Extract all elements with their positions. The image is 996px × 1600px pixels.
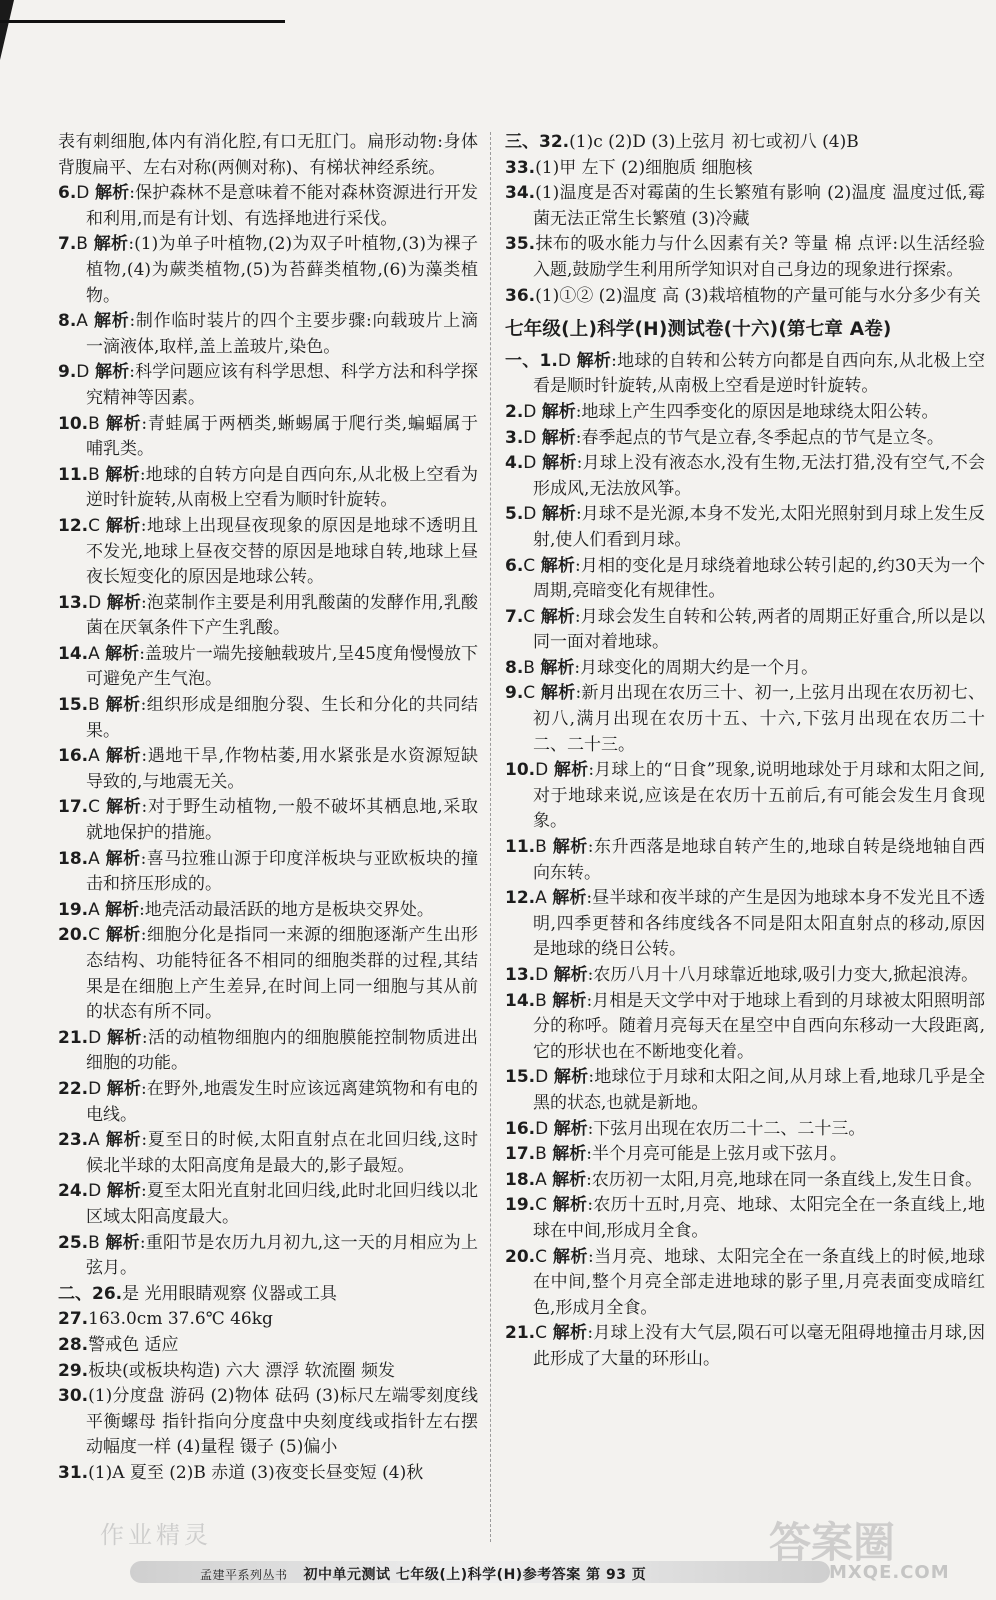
question-number: 19. bbox=[58, 899, 89, 920]
question-number: 三、32. bbox=[505, 132, 570, 152]
answer-entry bbox=[58, 1333, 478, 1359]
analysis-label: 解析 bbox=[553, 760, 589, 781]
answer-entry: 25.B 解析:重阳节是农历九月初九,这一天的月相应为上弦月。 bbox=[58, 1232, 478, 1279]
answer-entry: 16.D 解析:下弦月出现在农历二十二、二十三。 bbox=[505, 1118, 866, 1139]
answer-text: 青蛙属于两栖类,蜥蜴属于爬行类,蝙蝠属于哺乳类。 bbox=[86, 413, 479, 460]
question-number: 11. bbox=[58, 464, 89, 485]
answer-choice: B bbox=[535, 1144, 547, 1165]
answer-text: 163.0cm 37.6℃ 46kg bbox=[88, 1309, 273, 1330]
answer-entry: 13.D 解析:泡菜制作主要是利用乳酸菌的发酵作用,乳酸菌在厌氧条件下产生乳酸。 bbox=[58, 592, 478, 639]
question-number: 10. bbox=[58, 413, 89, 434]
answer-choice: A bbox=[88, 746, 100, 767]
answer-choice: D bbox=[523, 453, 537, 474]
question-number: 13. bbox=[58, 592, 89, 613]
question-number: 21. bbox=[505, 1323, 536, 1344]
answer-choice: C bbox=[535, 1323, 547, 1344]
answer-text: 细胞分化是指同一来源的细胞逐渐产生出形态结构、功能特征各不相同的细胞类群的过程,其结果是在细胞上产生差异,在时间上同一细胞与其从前的状态有所不同。 bbox=[86, 925, 479, 1023]
analysis-label: 解析 bbox=[541, 504, 576, 525]
answer-choice: D bbox=[557, 350, 571, 371]
answer-entry: 12.C 解析:地球上出现昼夜现象的原因是地球不透明且不发光,地球上昼夜交替的原因是地球自转,地球上昼夜长短变化的原因是地球公转。 bbox=[58, 515, 479, 588]
analysis-label: 解析 bbox=[105, 1232, 140, 1253]
answer-choice: D bbox=[88, 1027, 102, 1048]
answer-text: 保护森林不是意味着不能对森林资源进行开发和利用,而是有计划、有选择地进行采伐。 bbox=[86, 183, 479, 229]
answer-entry: 6.D 解析:保护森林不是意味着不能对森林资源进行开发和利用,而是有计划、有选择地进行采伐。 bbox=[58, 183, 479, 229]
analysis-label: 解析 bbox=[552, 990, 587, 1011]
answer-text: 农历初一太阳,月亮,地球在同一条直线上,发生日食。 bbox=[591, 1169, 983, 1190]
corner-wedge bbox=[0, 0, 14, 60]
question-number: 13. bbox=[505, 965, 536, 985]
answer-choice: D bbox=[535, 760, 549, 781]
question-number: 16. bbox=[505, 1118, 536, 1139]
right-column-bottom bbox=[505, 349, 985, 1373]
question-number: 28. bbox=[58, 1334, 89, 1355]
answer-text: 农历八月十八月球靠近地球,吸引力变大,掀起浪涛。 bbox=[593, 965, 979, 985]
answer-entry: 8.B 解析:月球变化的周期大约是一个月。 bbox=[505, 657, 819, 678]
answer-text: 月相的变化是月球绕着地球公转引起的,约30天为一个周期,亮暗变化有规律性。 bbox=[533, 555, 986, 602]
answer-text: 夏至日的时候,太阳直射点在北回归线,这时候北半球的太阳高度角是最大的,影子最短。 bbox=[86, 1130, 479, 1176]
question-number: 8. bbox=[505, 657, 524, 678]
right-column-top bbox=[505, 130, 985, 309]
question-number: 4. bbox=[505, 453, 524, 474]
analysis-label: 解析 bbox=[541, 401, 576, 422]
answer-text: 月相是天文学中对于地球上看到的月球被太阳照明部分的称呼。随着月亮每天在星空中自西向东移动一大段距离,它的形状也在不断地变化着。 bbox=[533, 990, 986, 1062]
answer-choice: D bbox=[76, 362, 90, 383]
answer-entry bbox=[505, 284, 985, 310]
answer-entry bbox=[505, 181, 985, 232]
watermark-url: MXQE.COM bbox=[829, 1562, 950, 1583]
answer-text: 地球上出现昼夜现象的原因是地球不透明且不发光,地球上昼夜交替的原因是地球自转,地球上昼夜长短变化的原因是地球公转。 bbox=[86, 515, 479, 588]
answer-text: 春季起点的节气是立春,冬季起点的节气是立冬。 bbox=[581, 427, 944, 448]
answer-choice: B bbox=[76, 234, 88, 255]
question-number: 23. bbox=[58, 1130, 89, 1151]
answer-entry: 17.C 解析:对于野生动植物,一般不破坏其栖息地,采取就地保护的措施。 bbox=[58, 797, 479, 844]
left-column bbox=[58, 130, 478, 1486]
question-number: 21. bbox=[58, 1027, 89, 1048]
answer-entry bbox=[505, 156, 985, 182]
answer-entry: 17.B 解析:半个月亮可能是上弦月或下弦月。 bbox=[505, 1144, 847, 1165]
answer-text: 昼半球和夜半球的产生是因为地球本身不发光且不透明,四季更替和各纬度线各不同是阳太阳直射点的移动,原因是地球的绕日公转。 bbox=[533, 888, 986, 960]
answer-choice: C bbox=[523, 683, 536, 704]
answer-entry: 10.D 解析:月球上的“日食”现象,说明地球处于月球和太阳之间,对于地球来说,应该是在农历十五前后,有可能会发生月食现象。 bbox=[505, 760, 985, 832]
answer-entry: 11.B 解析:地球的自转方向是自西向东,从北极上空看为逆时针旋转,从南极上空看为顺时针旋转。 bbox=[58, 464, 478, 511]
answer-choice: B bbox=[88, 695, 100, 716]
answer-entry: 18.A 解析:喜马拉雅山源于印度洋板块与亚欧板块的撞击和挤压形成的。 bbox=[58, 848, 479, 895]
answer-choice: B bbox=[88, 413, 100, 434]
answer-text: 地球的自转方向是自西向东,从北极上空看为逆时针旋转,从南极上空看为顺时针旋转。 bbox=[86, 464, 478, 511]
answer-choice: C bbox=[88, 797, 100, 818]
question-number: 二、26. bbox=[58, 1283, 123, 1304]
answer-text: 农历十五时,月亮、地球、太阳完全在一条直线上,地球在中间,形成月全食。 bbox=[533, 1195, 986, 1241]
footer-title: 初中单元测试 七年级(上)科学(H)参考答案 第 93 页 bbox=[303, 1567, 647, 1583]
analysis-label: 解析 bbox=[552, 837, 588, 858]
question-number: 9. bbox=[58, 362, 77, 383]
answer-text: 地壳活动最活跃的地方是板块交界处。 bbox=[144, 899, 434, 920]
analysis-label: 解析 bbox=[105, 464, 140, 485]
analysis-label: 解析 bbox=[105, 695, 141, 716]
answer-text: (1)A 夏至 (2)B 赤道 (3)夜变长昼变短 (4)秋 bbox=[88, 1462, 424, 1483]
analysis-label: 解析 bbox=[540, 657, 575, 678]
question-number: 5. bbox=[505, 504, 524, 525]
analysis-label: 解析 bbox=[106, 1078, 142, 1099]
analysis-label: 解析 bbox=[576, 350, 612, 371]
answer-text: 月球上没有液态水,没有生物,无法打猎,没有空气,不会形成风,无法放风筝。 bbox=[533, 453, 986, 499]
answer-entry: 19.C 解析:农历十五时,月亮、地球、太阳完全在一条直线上,地球在中间,形成月全食。 bbox=[505, 1195, 986, 1241]
answer-choice: B bbox=[88, 464, 100, 485]
question-number: 35. bbox=[505, 234, 536, 255]
footer-series: 孟建平系列丛书 bbox=[200, 1568, 288, 1582]
answer-choice: A bbox=[88, 899, 100, 920]
answer-entry bbox=[58, 1359, 478, 1385]
footer-text bbox=[200, 1564, 646, 1584]
answer-choice: D bbox=[535, 1067, 549, 1088]
top-line bbox=[0, 20, 285, 23]
answer-entry: 6.C 解析:月相的变化是月球绕着地球公转引起的,约30天为一个周期,亮暗变化有规律性。 bbox=[505, 555, 986, 602]
question-number: 27. bbox=[58, 1309, 89, 1330]
answer-entry: 18.A 解析:农历初一太阳,月亮,地球在同一条直线上,发生日食。 bbox=[505, 1169, 983, 1190]
answer-entry bbox=[58, 1307, 478, 1333]
answer-entry: 20.C 解析:细胞分化是指同一来源的细胞逐渐产生出形态结构、功能特征各不相同的细胞类群的过程,其结果是在细胞上产生差异,在时间上同一细胞与其从前的状态有所不同。 bbox=[58, 925, 479, 1023]
answer-entry: 21.D 解析:活的动植物细胞内的细胞膜能控制物质进出细胞的功能。 bbox=[58, 1027, 479, 1074]
answer-text: 警戒色 适应 bbox=[88, 1334, 179, 1355]
answer-text: 抹布的吸水能力与什么因素有关? 等量 棉 点评:以生活经验入题,鼓励学生利用所学知识对自己身边的现象进行探索。 bbox=[533, 234, 985, 280]
answer-entry bbox=[58, 130, 478, 181]
answer-text: 半个月亮可能是上弦月或下弦月。 bbox=[591, 1144, 847, 1165]
answer-entry: 9.C 解析:新月出现在农历三十、初一,上弦月出现在农历初七、初八,满月出现在农历十五、十六,下弦月出现在农历二十二、二十三。 bbox=[505, 683, 986, 755]
question-number: 10. bbox=[505, 760, 536, 781]
answer-entry: 13.D 解析:农历八月十八月球靠近地球,吸引力变大,掀起浪涛。 bbox=[505, 965, 979, 985]
analysis-label: 解析 bbox=[105, 848, 141, 869]
answer-entry: 12.A 解析:昼半球和夜半球的产生是因为地球本身不发光且不透明,四季更替和各纬度线各不同是阳太阳直射点的移动,原因是地球的绕日公转。 bbox=[505, 888, 986, 960]
answer-text: 当月亮、地球、太阳完全在一条直线上的时候,地球在中间,整个月亮全部走进地球的影子里,月亮表面变成暗红色,形成月全食。 bbox=[533, 1246, 986, 1318]
answer-entry: 23.A 解析:夏至日的时候,太阳直射点在北回归线,这时候北半球的太阳高度角是最大的,影子最短。 bbox=[58, 1130, 479, 1176]
answer-entry bbox=[58, 1384, 478, 1461]
analysis-label: 解析 bbox=[94, 183, 130, 204]
answer-entry bbox=[505, 130, 985, 156]
right-column bbox=[505, 130, 985, 1373]
answer-choice: D bbox=[88, 1181, 102, 1202]
answer-text: 泡菜制作主要是利用乳酸菌的发酵作用,乳酸菌在厌氧条件下产生乳酸。 bbox=[86, 592, 478, 639]
analysis-label: 解析 bbox=[105, 925, 141, 946]
answer-text: 是 光用眼睛观察 仪器或工具 bbox=[122, 1283, 337, 1304]
answer-text: 制作临时装片的四个主要步骤:向载玻片上滴一滴液体,取样,盖上盖玻片,染色。 bbox=[86, 311, 479, 357]
answer-text: 下弦月出现在农历二十二、二十三。 bbox=[593, 1118, 866, 1139]
answer-choice: D bbox=[535, 965, 549, 985]
question-number: 7. bbox=[505, 606, 524, 627]
answer-entry: 22.D 解析:在野外,地震发生时应该远离建筑物和有电的电线。 bbox=[58, 1078, 478, 1125]
question-number: 6. bbox=[505, 555, 524, 576]
answer-choice: D bbox=[523, 401, 537, 422]
site-watermark bbox=[769, 1510, 984, 1588]
question-number: 16. bbox=[58, 746, 89, 767]
answer-entry: 4.D 解析:月球上没有液态水,没有生物,无法打猎,没有空气,不会形成风,无法放风筝。 bbox=[505, 453, 986, 499]
analysis-label: 解析 bbox=[105, 1130, 142, 1151]
analysis-label: 解析 bbox=[552, 1323, 588, 1344]
answer-text: 组织形成是细胞分裂、生长和分化的共同结果。 bbox=[86, 695, 479, 741]
answer-entry: 3.D 解析:春季起点的节气是立春,冬季起点的节气是立冬。 bbox=[505, 427, 944, 448]
question-number: 8. bbox=[58, 311, 77, 332]
analysis-label: 解析 bbox=[106, 1181, 142, 1202]
answer-entry: 7.C 解析:月球会发生自转和公转,两者的周期正好重合,所以是以同一面对着地球。 bbox=[505, 606, 986, 653]
answer-entry: 15.B 解析:组织形成是细胞分裂、生长和分化的共同结果。 bbox=[58, 695, 479, 741]
answer-choice: B bbox=[535, 990, 547, 1011]
analysis-label: 解析 bbox=[541, 427, 576, 448]
answer-entry: 19.A 解析:地壳活动最活跃的地方是板块交界处。 bbox=[58, 899, 434, 920]
analysis-label: 解析 bbox=[93, 234, 129, 255]
analysis-label: 解析 bbox=[552, 1246, 588, 1267]
answer-choice: A bbox=[88, 848, 100, 869]
answer-choice: B bbox=[88, 1232, 100, 1253]
answer-choice: A bbox=[535, 1169, 547, 1190]
answer-entry: 8.A 解析:制作临时装片的四个主要步骤:向载玻片上滴一滴液体,取样,盖上盖玻片,染色。 bbox=[58, 311, 479, 357]
answer-choice: C bbox=[88, 925, 100, 946]
question-number: 一、1. bbox=[505, 350, 558, 371]
question-number: 31. bbox=[58, 1462, 89, 1483]
stamp-watermark: 作业精灵 bbox=[100, 1521, 212, 1549]
analysis-label: 解析 bbox=[540, 555, 575, 576]
answer-text: 地球的自转和公转方向都是自西向东,从北极上空看是顺时针旋转,从南极上空看是逆时针旋转。 bbox=[533, 350, 986, 397]
answer-text: (1)温度是否对霉菌的生长繁殖有影响 (2)温度 温度过低,霉菌无法正常生长繁殖 (3)冷藏 bbox=[533, 183, 985, 229]
question-number: 15. bbox=[58, 695, 89, 716]
answer-text: 新月出现在农历三十、初一,上弦月出现在农历初七、初八,满月出现在农历十五、十六,下弦月出现在农历二十二、二十三。 bbox=[533, 683, 986, 755]
analysis-label: 解析 bbox=[105, 643, 140, 664]
analysis-label: 解析 bbox=[553, 1118, 588, 1139]
question-number: 30. bbox=[58, 1386, 89, 1407]
analysis-label: 解析 bbox=[553, 1067, 589, 1088]
answer-choice: D bbox=[523, 427, 537, 448]
answer-text: 活的动植物细胞内的细胞膜能控制物质进出细胞的功能。 bbox=[86, 1027, 479, 1074]
answer-choice: A bbox=[88, 1130, 100, 1151]
answer-entry bbox=[58, 1282, 478, 1308]
question-number: 36. bbox=[505, 285, 536, 306]
analysis-label: 解析 bbox=[106, 797, 142, 818]
question-number: 14. bbox=[505, 990, 536, 1011]
answer-entry bbox=[58, 1461, 478, 1487]
answer-choice: C bbox=[523, 555, 536, 576]
answer-text: 板块(或板块构造) 六大 漂浮 软流圈 频发 bbox=[88, 1360, 396, 1381]
question-number: 3. bbox=[505, 427, 524, 448]
answer-choice: C bbox=[535, 1195, 547, 1216]
answer-entry: 11.B 解析:东升西落是地球自转产生的,地球自转是绕地轴自西向东转。 bbox=[505, 837, 986, 883]
answer-choice: C bbox=[88, 515, 100, 536]
answer-choice: D bbox=[535, 1118, 549, 1139]
answer-choice: D bbox=[88, 592, 102, 613]
question-number: 33. bbox=[505, 157, 536, 178]
analysis-label: 解析 bbox=[106, 592, 142, 613]
analysis-label: 解析 bbox=[105, 899, 140, 920]
answer-entry: 9.D 解析:科学问题应该有科学思想、科学方法和科学探究精神等因素。 bbox=[58, 362, 479, 408]
answer-text: 地球位于月球和太阳之间,从月球上看,地球几乎是全黑的状态,也就是新地。 bbox=[533, 1067, 986, 1113]
answer-text: 在野外,地震发生时应该远离建筑物和有电的电线。 bbox=[86, 1078, 478, 1125]
answer-text: 对于野生动植物,一般不破坏其栖息地,采取就地保护的措施。 bbox=[86, 797, 479, 844]
answer-entry: 16.A 解析:遇地干旱,作物枯萎,用水紧张是水资源短缺导致的,与地震无关。 bbox=[58, 746, 479, 792]
top-rule bbox=[0, 0, 285, 26]
question-number: 24. bbox=[58, 1181, 89, 1202]
question-number: 19. bbox=[505, 1195, 536, 1216]
answer-text: (1)c (2)D (3)上弦月 初七或初八 (4)B bbox=[569, 132, 859, 152]
answer-entry: 一、1.D 解析:地球的自转和公转方向都是自西向东,从北极上空看是顺时针旋转,从南极上空看是逆时针旋转。 bbox=[505, 350, 986, 397]
answer-text: (1)为单子叶植物,(2)为双子叶植物,(3)为裸子植物,(4)为蕨类植物,(5)为苔藓类植物,(6)为藻类植物。 bbox=[86, 234, 478, 306]
analysis-label: 解析 bbox=[105, 515, 141, 536]
answer-entry: 2.D 解析:地球上产生四季变化的原因是地球绕太阳公转。 bbox=[505, 401, 939, 422]
answer-text: 重阳节是农历九月初九,这一天的月相应为上弦月。 bbox=[86, 1232, 478, 1279]
answer-text: (1)甲 左下 (2)细胞质 细胞核 bbox=[535, 157, 753, 178]
answer-text: (1)分度盘 游码 (2)物体 砝码 (3)标尺左端零刻度线 平衡螺母 指针指向分度盘中央刻度线或指针左右摆动幅度一样 (4)量程 镊子 (5)偏小 bbox=[86, 1386, 478, 1458]
answer-entry bbox=[505, 232, 985, 283]
answer-text: 月球不是光源,本身不发光,太阳光照射到月球上发生反射,使人们看到月球。 bbox=[533, 504, 986, 550]
analysis-label: 解析 bbox=[540, 683, 576, 704]
answer-text: 科学问题应该有科学思想、科学方法和科学探究精神等因素。 bbox=[86, 362, 479, 408]
question-number: 18. bbox=[58, 848, 89, 869]
question-number: 17. bbox=[58, 797, 89, 818]
answer-text: 夏至太阳光直射北回归线,此时北回归线以北区域太阳高度最大。 bbox=[86, 1181, 478, 1227]
question-number: 11. bbox=[505, 837, 536, 858]
answer-choice: B bbox=[523, 657, 535, 678]
answer-entry: 20.C 解析:当月亮、地球、太阳完全在一条直线上的时候,地球在中间,整个月亮全部走进地球的影子里,月亮表面变成暗红色,形成月全食。 bbox=[505, 1246, 986, 1318]
answer-entry: 10.B 解析:青蛙属于两栖类,蜥蜴属于爬行类,蝙蝠属于哺乳类。 bbox=[58, 413, 479, 460]
question-number: 2. bbox=[505, 401, 524, 422]
analysis-label: 解析 bbox=[552, 888, 587, 909]
analysis-label: 解析 bbox=[552, 1195, 588, 1216]
analysis-label: 解析 bbox=[94, 362, 130, 383]
answer-entry: 5.D 解析:月球不是光源,本身不发光,太阳光照射到月球上发生反射,使人们看到月球。 bbox=[505, 504, 986, 550]
answer-text: 月球上的“日食”现象,说明地球处于月球和太阳之间,对于地球来说,应该是在农历十五前后,有可能会发生月食现象。 bbox=[533, 760, 985, 832]
answer-choice: A bbox=[535, 888, 547, 909]
question-number: 20. bbox=[58, 925, 89, 946]
question-number: 12. bbox=[58, 515, 89, 536]
analysis-label: 解析 bbox=[552, 1144, 587, 1165]
answer-text: 月球变化的周期大约是一个月。 bbox=[580, 657, 819, 678]
question-number: 17. bbox=[505, 1144, 536, 1165]
answer-text: 月球上没有大气层,陨石可以毫无阻碍地撞击月球,因此形成了大量的环形山。 bbox=[533, 1323, 986, 1369]
question-number: 9. bbox=[505, 683, 524, 704]
answer-entry: 14.B 解析:月相是天文学中对于地球上看到的月球被太阳照明部分的称呼。随着月亮每天在星空中自西向东移动一大段距离,它的形状也在不断地变化着。 bbox=[505, 990, 986, 1062]
page-footer bbox=[130, 1555, 830, 1589]
answer-entry: 7.B 解析:(1)为单子叶植物,(2)为双子叶植物,(3)为裸子植物,(4)为蕨类植物,(5)为苔藓类植物,(6)为藻类植物。 bbox=[58, 234, 478, 306]
answer-text: (1)①② (2)温度 高 (3)栽培植物的产量可能与水分多少有关 bbox=[535, 285, 981, 306]
analysis-label: 解析 bbox=[553, 965, 588, 985]
watermark-logo: 答案圈 bbox=[769, 1518, 896, 1567]
answer-entry: 21.C 解析:月球上没有大气层,陨石可以毫无阻碍地撞击月球,因此形成了大量的环形山。 bbox=[505, 1323, 986, 1369]
analysis-label: 解析 bbox=[107, 1027, 142, 1048]
analysis-label: 解析 bbox=[540, 606, 575, 627]
answer-entry: 24.D 解析:夏至太阳光直射北回归线,此时北回归线以北区域太阳高度最大。 bbox=[58, 1181, 478, 1227]
analysis-label: 解析 bbox=[105, 413, 142, 434]
question-number: 34. bbox=[505, 183, 536, 204]
answer-text: 月球会发生自转和公转,两者的周期正好重合,所以是以同一面对着地球。 bbox=[533, 606, 986, 653]
question-number: 25. bbox=[58, 1232, 89, 1253]
answer-choice: C bbox=[535, 1246, 547, 1267]
analysis-label: 解析 bbox=[105, 746, 142, 767]
question-number: 15. bbox=[505, 1067, 536, 1088]
answer-choice: D bbox=[76, 183, 90, 204]
answer-entry: 14.A 解析:盖玻片一端先接触载玻片,呈45度角慢慢放下可避免产生气泡。 bbox=[58, 643, 478, 690]
section-title: 七年级(上)科学(H)测试卷(十六)(第七章 A卷) bbox=[505, 319, 892, 341]
answer-text: 地球上产生四季变化的原因是地球绕太阳公转。 bbox=[581, 401, 939, 422]
analysis-label: 解析 bbox=[552, 1169, 587, 1190]
column-divider bbox=[490, 132, 491, 1542]
answer-choice: D bbox=[88, 1078, 102, 1099]
question-number: 14. bbox=[58, 643, 89, 664]
question-number: 22. bbox=[58, 1078, 89, 1099]
analysis-label: 解析 bbox=[542, 453, 577, 474]
question-number: 18. bbox=[505, 1169, 536, 1190]
answer-choice: A bbox=[76, 311, 88, 332]
question-number: 29. bbox=[58, 1360, 89, 1381]
answer-choice: A bbox=[88, 643, 100, 664]
answer-entry: 15.D 解析:地球位于月球和太阳之间,从月球上看,地球几乎是全黑的状态,也就是新地。 bbox=[505, 1067, 986, 1113]
question-number: 7. bbox=[58, 234, 77, 255]
question-number: 12. bbox=[505, 888, 536, 909]
question-number: 20. bbox=[505, 1246, 536, 1267]
answer-text: 喜马拉雅山源于印度洋板块与亚欧板块的撞击和挤压形成的。 bbox=[86, 848, 479, 895]
answer-choice: C bbox=[523, 606, 536, 627]
answer-choice: B bbox=[535, 837, 547, 858]
question-number: 6. bbox=[58, 183, 77, 204]
answer-text: 表有刺细胞,体内有消化腔,有口无肛门。扁形动物:身体背腹扁平、左右对称(两侧对称)、有梯状神经系统。 bbox=[58, 132, 478, 178]
answer-text: 盖玻片一端先接触载玻片,呈45度角慢慢放下可避免产生气泡。 bbox=[86, 643, 478, 690]
answer-text: 东升西落是地球自转产生的,地球自转是绕地轴自西向东转。 bbox=[533, 837, 986, 883]
answer-choice: D bbox=[523, 504, 537, 525]
answer-text: 遇地干旱,作物枯萎,用水紧张是水资源短缺导致的,与地震无关。 bbox=[86, 746, 479, 792]
analysis-label: 解析 bbox=[94, 311, 130, 332]
